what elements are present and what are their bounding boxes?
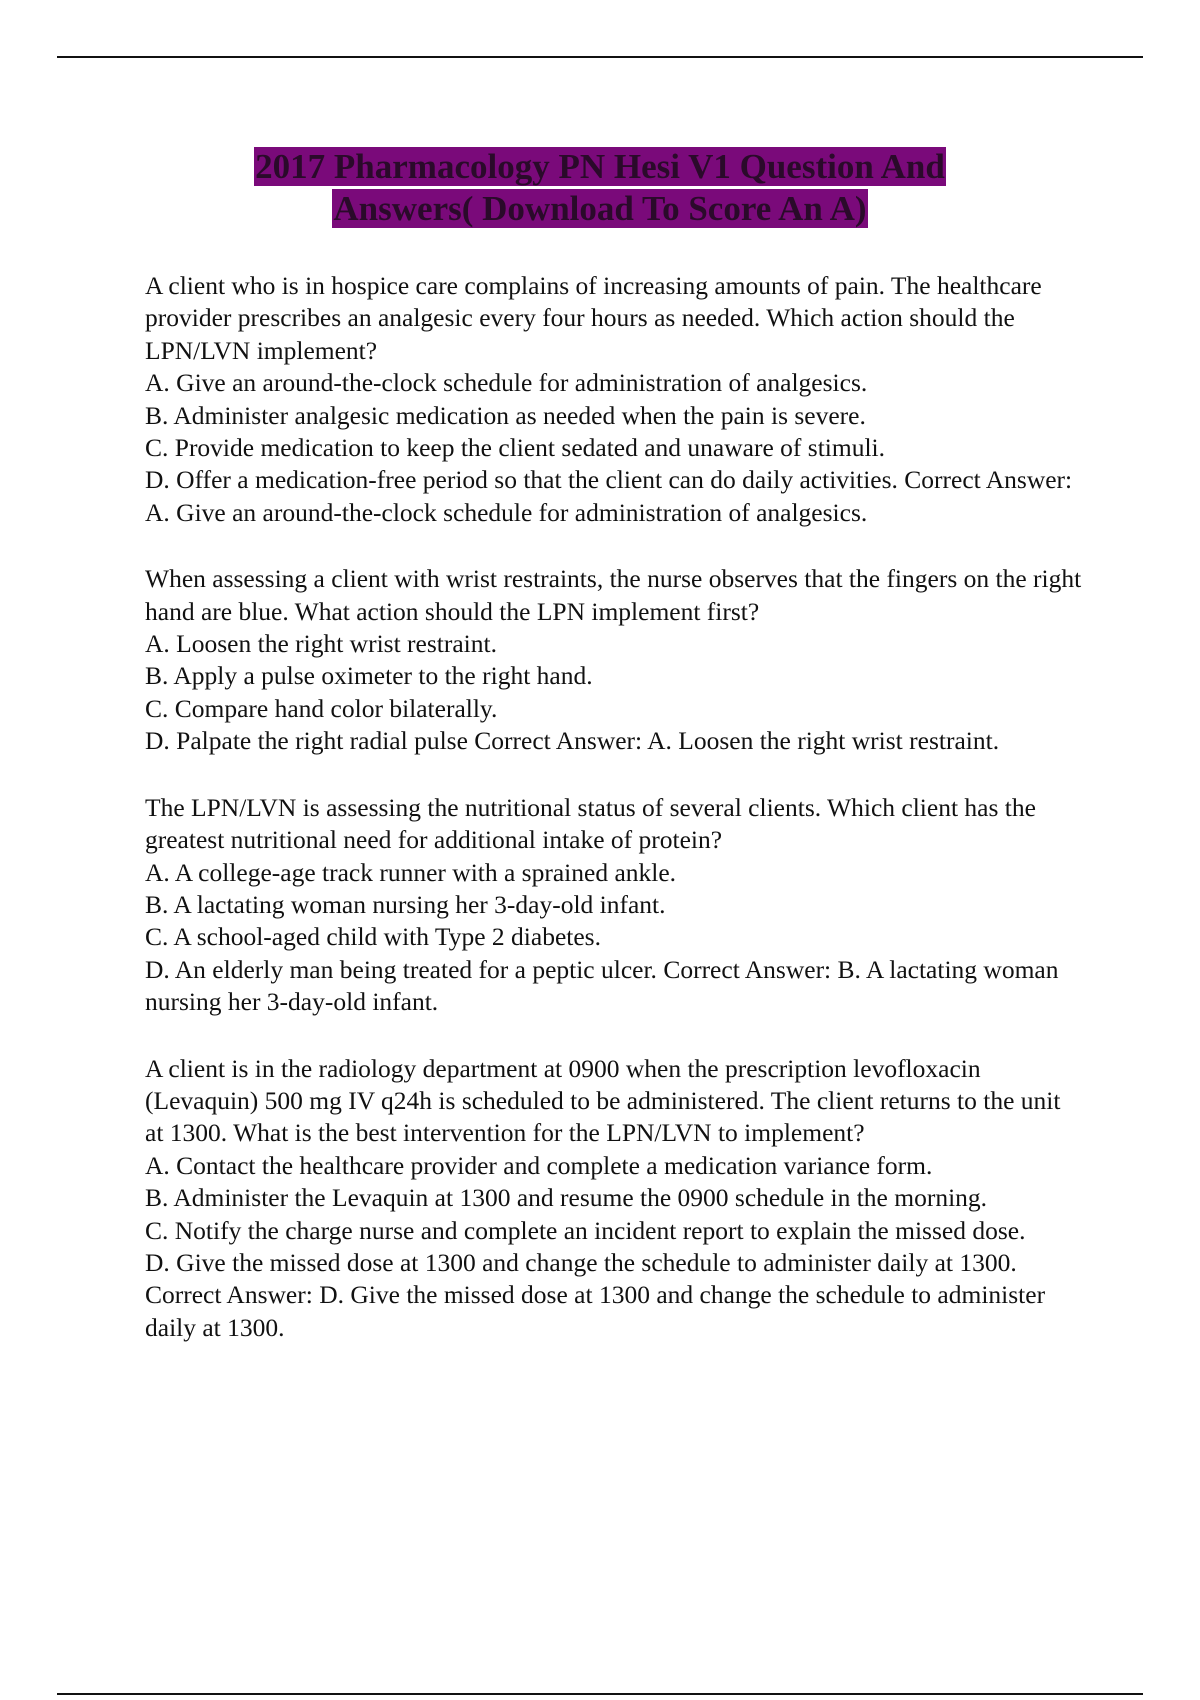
option-d-with-answer [145, 464, 1085, 529]
option-b: B. Administer the Levaquin at 1300 and resume the 0900 schedule in the morning. [145, 1183, 988, 1213]
title-line-2: Answers( Download To Score An A) [333, 189, 867, 228]
option-c: C. Notify the charge nurse and complete an incident report to explain the missed dose. [145, 1215, 1026, 1245]
option-d-with-answer [145, 725, 1085, 757]
option-d: D. Give the missed dose at 1300 and change the schedule to administer daily at 1300. [145, 1247, 1017, 1277]
question-block-3 [145, 792, 1085, 1019]
option-b: B. A lactating woman nursing her 3-day-old infant. [145, 889, 666, 919]
document-title [0, 146, 1200, 230]
document-body [145, 270, 1085, 1378]
correct-answer: Correct Answer: A. Give an around-the-clock schedule for administration of analgesics. [145, 465, 1073, 527]
option-a: A. Give an around-the-clock schedule for administration of analgesics. [145, 368, 868, 398]
option-c: C. Compare hand color bilaterally. [145, 693, 498, 723]
correct-answer: Correct Answer: D. Give the missed dose at 1300 and change the schedule to administer daily at 1300. [145, 1280, 1046, 1342]
question-stem: When assessing a client with wrist restraints, the nurse observes that the fingers on the right hand are blue. What action should the LPN implement first? [145, 564, 1082, 626]
option-b: B. Apply a pulse oximeter to the right hand. [145, 661, 593, 691]
title-line-1: 2017 Pharmacology PN Hesi V1 Question And [255, 147, 945, 186]
question-stem: The LPN/LVN is assessing the nutritional status of several clients. Which client has the greatest nutritional need for additional intake of protein? [145, 792, 1036, 855]
option-d: D. Palpate the right radial pulse [145, 726, 468, 756]
correct-answer: Correct Answer: B. A lactating woman nursing her 3-day-old infant. [145, 954, 1059, 1017]
option-d-with-answer [145, 1247, 1085, 1344]
question-stem: A client who is in hospice care complains of increasing amounts of pain. The healthcare provider prescribes an analgesic every four hours as needed. Which action should the LPN/LVN implement? [145, 271, 1042, 365]
question-block-4 [145, 1053, 1085, 1345]
bottom-rule [57, 1693, 1143, 1695]
option-c: C. Provide medication to keep the client sedated and unaware of stimuli. [145, 433, 885, 463]
question-block-2 [145, 563, 1085, 757]
option-c: C. A school-aged child with Type 2 diabetes. [145, 922, 601, 952]
option-d: D. An elderly man being treated for a peptic ulcer. [145, 954, 657, 984]
option-a: A. A college-age track runner with a sprained ankle. [145, 857, 677, 887]
correct-answer: Correct Answer: A. Loosen the right wrist restraint. [474, 726, 1000, 756]
top-rule [57, 56, 1143, 58]
option-a: A. Loosen the right wrist restraint. [145, 629, 497, 659]
option-d-with-answer [145, 954, 1085, 1019]
question-stem: A client is in the radiology department at 0900 when the prescription levofloxacin (Levaquin) 500 mg IV q24h is scheduled to be administered. The client returns to the unit at 1300. What is the best intervention for the LPN/LVN to implement? [145, 1053, 1061, 1148]
option-a: A. Contact the healthcare provider and complete a medication variance form. [145, 1150, 933, 1180]
option-d: D. Offer a medication-free period so that the client can do daily activities. [145, 465, 898, 495]
option-b: B. Administer analgesic medication as needed when the pain is severe. [145, 400, 866, 430]
question-block-1 [145, 270, 1085, 529]
